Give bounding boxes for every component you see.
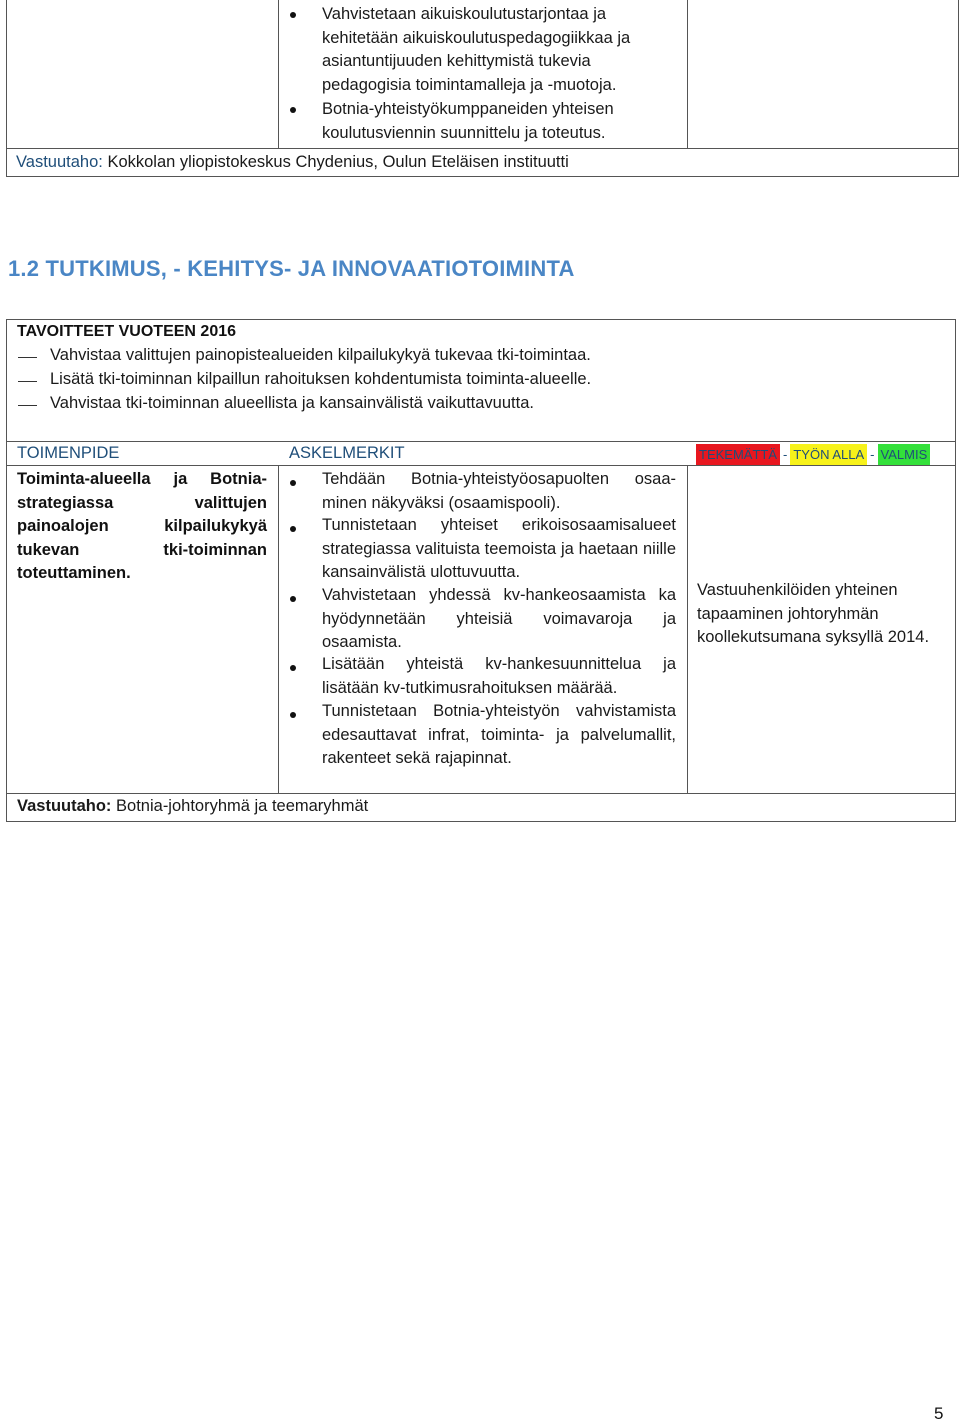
top-responsible-label: Vastuutaho: — [16, 153, 103, 171]
action-table-col-divider-2 — [687, 465, 688, 793]
step-item-3: Vahvistetaan yhdessä kv-hankeosaamista ka hyödynnetään yhteisiä voimavaroja ja osaamista. — [322, 586, 676, 651]
step-item-2: Tunnistetaan yhteiset erikoisosaamisalueet strategiassa valituista teemoista ja haetaan niille kansainvälistä ulottuvuutta. — [322, 516, 676, 581]
action-table-bottom-border — [6, 821, 956, 822]
step-item-1: Tehdään Botnia-yhteistyöosapuolten osaa-minen näkyväksi (osaamispooli). — [322, 470, 676, 512]
action-table-body-divider — [6, 793, 956, 794]
table-responsible-value: Botnia-johtoryhmä ja teemaryhmät — [116, 797, 369, 815]
goal-item-1: Vahvistaa valittujen painopistealueiden kilpailukykyä tukevaa tki-toimintaa. — [50, 346, 591, 364]
bullet-icon — [290, 596, 296, 602]
top-table-mid-border-right — [687, 0, 688, 148]
goals-title: TAVOITTEET VUOTEEN 2016 — [17, 323, 237, 340]
step-item-4: Lisätään yhteistä kv-hankesuunnittelua ja lisätään kv-tutkimusrahoituksen määrää. — [322, 655, 676, 697]
top-responsible-value: Kokkolan yliopistokeskus Chydenius, Oulun Eteläisen instituutti — [107, 153, 569, 171]
top-table-row-divider — [6, 148, 959, 149]
goals-box-right-border — [955, 319, 956, 442]
action-table-header-divider — [6, 465, 956, 466]
bullet-icon — [290, 107, 296, 113]
action-table-left-border — [6, 441, 7, 822]
top-table-right-border — [958, 0, 959, 176]
step-item-5: Tunnistetaan Botnia-yhteistyön vahvistamista edesauttavat infrat, toiminta- ja palvelumallit, rakenteet sekä rajapinnat. — [322, 702, 676, 767]
action-table-top-border — [6, 441, 956, 442]
page-number: 5 — [934, 1404, 944, 1423]
bullet-icon — [290, 12, 296, 18]
bullet-icon — [290, 665, 296, 671]
dash-icon — [18, 381, 37, 382]
action-description: Toiminta-alueella ja Botnia-strategiassa valittujen painoalojen kilpailukykyä tukevan tki-toiminnan toteuttaminen. — [17, 470, 267, 582]
bullet-icon — [290, 526, 296, 532]
col-header-action: TOIMENPIDE — [17, 444, 120, 462]
top-table-mid-border-left — [278, 0, 279, 148]
top-table-left-border — [6, 0, 7, 176]
dash-icon — [18, 405, 37, 406]
status-not-done-badge: TEKEMÄTTÄ — [696, 444, 780, 465]
table-responsible-label: Vastuutaho: — [17, 797, 112, 815]
goal-item-2: Lisätä tki-toiminnan kilpaillun rahoituksen kohdentumista toiminta-alueelle. — [50, 370, 592, 388]
status-separator: - — [780, 444, 790, 465]
action-table-col-divider-1 — [278, 465, 279, 793]
section-heading: 1.2 TUTKIMUS, - KEHITYS- JA INNOVAATIOTOIMINTA — [8, 256, 575, 281]
bullet-icon — [290, 712, 296, 718]
top-bullet-1: Vahvistetaan aikuiskoulutustarjontaa ja kehitetään aikuiskoulutuspedagogiikkaa ja asiantuntijuuden kehittymistä tukevia pedagogisia toimintamalleja ja -muotoja. — [322, 5, 631, 94]
top-responsible-row — [16, 151, 569, 175]
status-separator: - — [867, 444, 877, 465]
top-bullet-2: Botnia-yhteistyökumppaneiden yhteisen koulutusviennin suunnittelu ja toteutus. — [322, 100, 614, 142]
status-done-badge: VALMIS — [878, 444, 931, 465]
dash-icon — [18, 357, 37, 358]
goals-box-top-border — [6, 319, 956, 320]
bullet-icon — [290, 480, 296, 486]
col-header-steps: ASKELMERKIT — [289, 444, 405, 462]
status-in-progress-badge: TYÖN ALLA — [790, 444, 867, 465]
goals-box-left-border — [6, 319, 7, 442]
status-note: Vastuuhenkilöiden yhteinen tapaaminen johtoryhmän koollekutsumana syksyllä 2014. — [697, 581, 930, 646]
table-responsible-row — [17, 797, 368, 816]
action-table-right-border — [955, 441, 956, 822]
status-legend — [696, 444, 930, 465]
goal-item-3: Vahvistaa tki-toiminnan alueellista ja kansainvälistä vaikuttavuutta. — [50, 394, 534, 412]
top-table-bottom-border — [6, 176, 959, 177]
